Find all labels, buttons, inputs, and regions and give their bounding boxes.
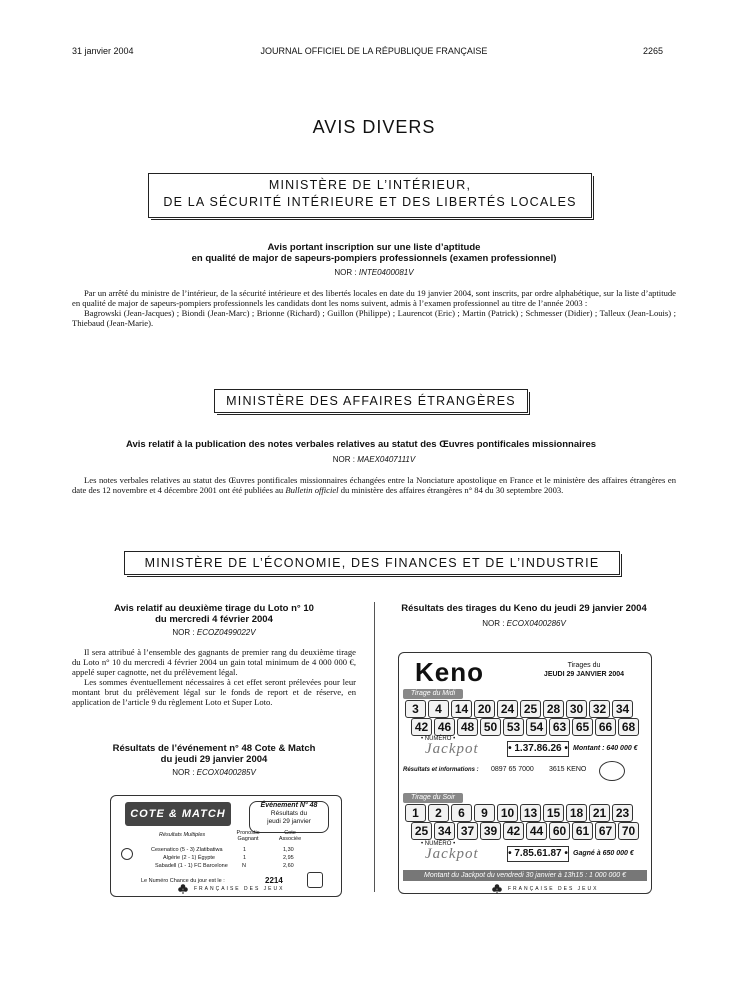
keno-number: 14 xyxy=(451,700,472,718)
cote-match-results-card xyxy=(110,795,342,897)
keno-number: 66 xyxy=(595,718,616,736)
ministry-etrangeres-label: MINISTÈRE DES AFFAIRES ÉTRANGÈRES xyxy=(226,394,516,408)
nor-code: ECOZ0499022V xyxy=(196,628,256,637)
nor-label: NOR : xyxy=(334,268,357,277)
keno-number: 42 xyxy=(411,718,432,736)
keno-results-card xyxy=(398,652,652,894)
keno-number: 68 xyxy=(618,718,639,736)
match-name: Algérie (2 - 1) Égypte xyxy=(163,855,215,861)
loto-body xyxy=(72,647,356,707)
ministry-box-etrangeres xyxy=(214,389,528,413)
jackpot-small-label: • NUMÉRO • xyxy=(421,736,456,742)
keno-tirages-line1: Tirages du xyxy=(567,662,601,669)
match-cote: 1,30 xyxy=(283,847,294,853)
ministry-interieur-line1: MINISTÈRE DE L’INTÉRIEUR, xyxy=(268,178,472,192)
nor-interieur xyxy=(0,268,748,278)
header-page-number: 2265 xyxy=(643,46,664,56)
keno-number: 1 xyxy=(405,804,426,822)
fdj-seal-icon xyxy=(599,761,625,781)
avis-etrangeres-title: Avis relatif à la publication des notes verbales relatives au statut des Œuvres pontificales missionnaires xyxy=(125,439,597,450)
cote-title xyxy=(72,743,356,765)
keno-number: 63 xyxy=(549,718,570,736)
keno-number: 32 xyxy=(589,700,610,718)
keno-number: 9 xyxy=(474,804,495,822)
midi-numbers-row1 xyxy=(405,700,633,718)
column-divider xyxy=(374,602,375,892)
band-midi: Tirage du Midi xyxy=(403,689,463,699)
match-row-1 xyxy=(151,847,223,853)
col-cote-header: Cote Associée xyxy=(278,830,302,842)
keno-number: 25 xyxy=(411,822,432,840)
keno-number: 34 xyxy=(612,700,633,718)
keno-number: 15 xyxy=(543,804,564,822)
avis-interieur-title xyxy=(0,242,748,264)
nor-code: ECOX0400286V xyxy=(506,619,566,628)
keno-logo: Keno xyxy=(415,657,484,687)
loto-title-line1: Avis relatif au deuxième tirage du Loto n° 10 xyxy=(114,603,314,614)
info-label: Résultats et informations : xyxy=(403,767,479,773)
event-box xyxy=(249,801,329,833)
ministry-economie-label: MINISTÈRE DE L’ÉCONOMIE, DES FINANCES ET DE L’INDUSTRIE xyxy=(144,556,600,570)
etrangeres-text-start: Les notes verbales relatives au statut des Œuvres pontificales missionnaires échangées entre la Nonciature apostolique en France et le ministère des affaires étrangères en date des 12 novembre et 4 décembre 2001 ont été publiées au xyxy=(72,475,676,495)
keno-number: 53 xyxy=(503,718,524,736)
keno-number: 23 xyxy=(612,804,633,822)
nor-label: NOR : xyxy=(482,619,505,628)
etrangeres-text-italic: Bulletin officiel xyxy=(285,485,339,495)
keno-number: 54 xyxy=(526,718,547,736)
info-minitel: 3615 KENO xyxy=(549,766,587,773)
keno-number: 65 xyxy=(572,718,593,736)
keno-number: 21 xyxy=(589,804,610,822)
col-prono-header: Pronostic Gagnant xyxy=(236,830,260,842)
ministry-box-economie xyxy=(124,551,620,575)
etrangeres-body xyxy=(72,475,676,495)
loto-paragraph-1: Il sera attribué à l’ensemble des gagnants de premier rang du deuxième tirage du Loto n° 10 du mercredi 4 février 2004 un gain total minimum de 4 000 000 €, appelé super cagnotte, net du prélèvement légal. xyxy=(72,647,356,677)
keno-number: 44 xyxy=(526,822,547,840)
keno-number: 24 xyxy=(497,700,518,718)
avis-interieur-line2: en qualité de major de sapeurs-pompiers professionnels (examen professionnel) xyxy=(191,253,557,264)
interieur-paragraph-2: Bagrowski (Jean-Jacques) ; Biondi (Jean-Marc) ; Brionne (Richard) ; Guillon (Philippe) ; Laurencot (Eric) ; Martin (Patrick) ; Schmesser (Didier) ; Talleux (Jean-Louis) ; Thiebaud (Jean-Marie). xyxy=(72,308,676,328)
loto-title xyxy=(72,603,356,625)
cote-title-line1: Résultats de l’événement n° 48 Cote & Match xyxy=(112,743,316,754)
midi-jackpot-number: • 1.37.86.26 • xyxy=(507,741,569,757)
ministry-interieur-line2: DE LA SÉCURITÉ INTÉRIEURE ET DES LIBERTÉS LOCALES xyxy=(163,195,577,209)
header-date: 31 janvier 2004 xyxy=(72,46,134,56)
loto-paragraph-2: Les sommes éventuellement nécessaires à cet effet seront prélevées pour leur montant brut du prélèvement légal sur le fonds de report et de réserve, en application de l’article 9 du règlement Loto et Super Loto. xyxy=(72,677,356,707)
event-line3: jeudi 29 janvier xyxy=(267,818,311,825)
keno-number: 61 xyxy=(572,822,593,840)
nor-etrangeres xyxy=(0,455,748,465)
avis-interieur-line1: Avis portant inscription sur une liste d’aptitude xyxy=(267,242,481,253)
match-prono: 1 xyxy=(243,855,247,861)
event-line2: Résultats du xyxy=(270,810,308,817)
match-cote: 2,95 xyxy=(283,855,294,861)
nor-code: INTE0400081V xyxy=(358,268,414,277)
soir-jackpot-amount: Gagné à 650 000 € xyxy=(573,850,634,857)
keno-number: 25 xyxy=(520,700,541,718)
jackpot-label-midi: Jackpot xyxy=(425,741,479,757)
jackpot-label-soir: Jackpot xyxy=(425,846,479,862)
keno-number: 42 xyxy=(503,822,524,840)
band-soir: Tirage du Soir xyxy=(403,793,463,803)
col-results-header: Résultats Multiples xyxy=(159,832,206,838)
soir-numbers-row2 xyxy=(411,822,639,840)
keno-number: 3 xyxy=(405,700,426,718)
soir-jackpot-number: • 7.85.61.87 • xyxy=(507,846,569,862)
match-row-3 xyxy=(155,863,228,869)
page-title: AVIS DIVERS xyxy=(312,117,436,137)
clover-stamp-icon xyxy=(307,872,323,888)
match-prono: 1 xyxy=(243,847,247,853)
keno-number: 46 xyxy=(434,718,455,736)
nor-code: MAEX0407111V xyxy=(357,455,416,464)
loto-title-line2: du mercredi 4 février 2004 xyxy=(155,614,273,625)
jackpot-small-label: • NUMÉRO • xyxy=(421,841,456,847)
keno-tirages-date: JEUDI 29 JANVIER 2004 xyxy=(543,671,625,678)
match-name: Sabadell (1 - 1) FC Barcelone xyxy=(155,863,228,869)
keno-number: 34 xyxy=(434,822,455,840)
nor-label: NOR : xyxy=(172,768,195,777)
keno-number: 20 xyxy=(474,700,495,718)
etrangeres-text-end: du ministère des affaires étrangères n° 84 du 30 septembre 2003. xyxy=(338,485,564,495)
numero-chance-label: Le Numéro Chance du jour est le : xyxy=(141,878,225,884)
keno-number: 6 xyxy=(451,804,472,822)
match-cote: 2,60 xyxy=(283,863,294,869)
match-prono: N xyxy=(242,863,246,869)
keno-number: 50 xyxy=(480,718,501,736)
keno-tirages-label xyxy=(529,661,639,679)
keno-title: Résultats des tirages du Keno du jeudi 29 janvier 2004 xyxy=(401,603,647,614)
keno-number: 48 xyxy=(457,718,478,736)
nor-label: NOR : xyxy=(172,628,195,637)
fdj-clover-icon xyxy=(492,884,502,894)
keno-footer-banner: Montant du Jackpot du vendredi 30 janvier à 13h15 : 1 000 000 € xyxy=(403,870,647,881)
event-number: Événement N° 48 xyxy=(260,802,318,809)
fdj-clover-icon xyxy=(178,884,188,894)
keno-number: 37 xyxy=(457,822,478,840)
cote-match-logo xyxy=(125,802,231,826)
ball-icon xyxy=(121,848,133,860)
keno-number: 10 xyxy=(497,804,518,822)
nor-code: ECOX0400285V xyxy=(196,768,256,777)
keno-number: 60 xyxy=(549,822,570,840)
nor-loto xyxy=(72,628,356,638)
numero-chance-value: 2214 xyxy=(265,876,283,885)
keno-number: 18 xyxy=(566,804,587,822)
midi-jackpot-amount: Montant : 640 000 € xyxy=(573,745,638,752)
match-row-2 xyxy=(163,855,215,861)
interieur-body xyxy=(72,288,676,328)
keno-number: 4 xyxy=(428,700,449,718)
cote-title-line2: du jeudi 29 janvier 2004 xyxy=(160,754,268,765)
fdj-label-keno: FRANÇAISE DES JEUX xyxy=(508,886,599,892)
keno-number: 67 xyxy=(595,822,616,840)
ministry-box-interieur xyxy=(148,173,592,218)
keno-number: 13 xyxy=(520,804,541,822)
header-journal: JOURNAL OFFICIEL DE LA RÉPUBLIQUE FRANÇAISE xyxy=(260,46,488,56)
midi-numbers-row2 xyxy=(411,718,639,736)
keno-number: 30 xyxy=(566,700,587,718)
nor-keno xyxy=(384,619,664,629)
interieur-paragraph-1: Par un arrêté du ministre de l’intérieur, de la sécurité intérieure et des libertés locales en date du 19 janvier 2004, sont inscrits, par ordre alphabétique, sur la liste d’aptitude en qualité de major de sapeurs-pompiers professionnels les candidats dont les noms suivent, admis à l’examen professionnel au titre de l’année 2003 : xyxy=(72,288,676,308)
nor-label: NOR : xyxy=(332,455,356,464)
info-phone: 0897 65 7000 xyxy=(491,766,534,773)
cote-match-logo-text: COTE & MATCH xyxy=(130,808,226,820)
fdj-label-cote: FRANÇAISE DES JEUX xyxy=(194,886,285,892)
match-name: Cesenatico (5 - 3) Zlatibatiwa xyxy=(151,847,223,853)
keno-number: 39 xyxy=(480,822,501,840)
nor-cote xyxy=(72,768,356,778)
soir-numbers-row1 xyxy=(405,804,633,822)
keno-number: 2 xyxy=(428,804,449,822)
keno-number: 28 xyxy=(543,700,564,718)
keno-number: 70 xyxy=(618,822,639,840)
